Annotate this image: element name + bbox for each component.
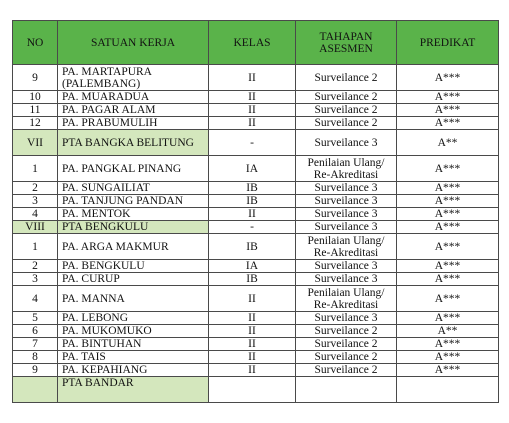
cell-tahapan: Surveilance 3 — [296, 182, 397, 195]
cell-no: 6 — [13, 325, 58, 338]
cell-kelas — [209, 377, 296, 403]
cell-no: 9 — [13, 65, 58, 91]
cell-satuan-kerja: PA. CURUP — [58, 273, 209, 286]
cell-no: 1 — [13, 156, 58, 182]
cell-tahapan — [296, 234, 397, 260]
cell-satuan-kerja: PA. PRABUMULIH — [58, 117, 209, 130]
cell-kelas: IB — [209, 195, 296, 208]
cell-kelas: IB — [209, 273, 296, 286]
table-row — [13, 156, 499, 182]
cell-tahapan: Surveilance 2 — [296, 364, 397, 377]
cell-predikat: A*** — [397, 312, 499, 325]
cell-no — [13, 377, 58, 403]
cell-no: 1 — [13, 234, 58, 260]
tahapan-line1: Penilaian Ulang/ — [307, 156, 385, 169]
cell-no: 10 — [13, 91, 58, 104]
cell-predikat: A*** — [397, 286, 499, 312]
cell-tahapan: Surveilance 2 — [296, 325, 397, 338]
cell-predikat: A*** — [397, 364, 499, 377]
cell-no: 11 — [13, 104, 58, 117]
tahapan-line2: Re-Akreditasi — [313, 298, 379, 311]
cell-kelas: II — [209, 91, 296, 104]
table-row — [13, 260, 499, 273]
cell-satuan-kerja: PA. TAIS — [58, 351, 209, 364]
cell-satuan-kerja: PA. ARGA MAKMUR — [58, 234, 209, 260]
cell-no: 9 — [13, 364, 58, 377]
table-row — [13, 364, 499, 377]
cell-tahapan: Surveilance 3 — [296, 208, 397, 221]
cell-tahapan: Surveilance 2 — [296, 65, 397, 91]
cell-satuan-kerja: PA. MARTAPURA (PALEMBANG) — [58, 65, 209, 91]
cell-tahapan: Surveilance 2 — [296, 91, 397, 104]
header-tahapan-line2: ASESMEN — [319, 42, 373, 55]
cell-tahapan: Surveilance 3 — [296, 260, 397, 273]
cell-satuan-kerja: PTA BENGKULU — [58, 221, 209, 234]
tahapan-line1: Penilaian Ulang/ — [307, 234, 385, 247]
cell-predikat: A*** — [397, 156, 499, 182]
header-tahapan-line1: TAHAPAN — [319, 30, 373, 43]
tahapan-line2: Re-Akreditasi — [313, 246, 379, 259]
cell-no: 3 — [13, 273, 58, 286]
cell-satuan-kerja: PA. TANJUNG PANDAN — [58, 195, 209, 208]
cell-predikat — [397, 377, 499, 403]
table-header-row — [13, 21, 499, 65]
cell-satuan-kerja: PA. SUNGAILIAT — [58, 182, 209, 195]
cell-predikat: A*** — [397, 338, 499, 351]
assessment-table — [12, 20, 499, 403]
cell-predikat: A*** — [397, 182, 499, 195]
cell-predikat: A*** — [397, 65, 499, 91]
cell-satuan-kerja: PA. MUARADUA — [58, 91, 209, 104]
table-row — [13, 91, 499, 104]
cell-kelas: II — [209, 117, 296, 130]
cell-tahapan: Surveilance 3 — [296, 312, 397, 325]
table-row — [13, 117, 499, 130]
cell-no: 2 — [13, 260, 58, 273]
cell-no: VII — [13, 130, 58, 156]
cell-no: 8 — [13, 351, 58, 364]
header-satuan-kerja: SATUAN KERJA — [58, 21, 209, 65]
cell-kelas: - — [209, 221, 296, 234]
header-no: NO — [13, 21, 58, 65]
cell-predikat: A*** — [397, 351, 499, 364]
cell-kelas: II — [209, 351, 296, 364]
cell-kelas: II — [209, 286, 296, 312]
cell-no: 12 — [13, 117, 58, 130]
cell-satuan-kerja: PA. BENGKULU — [58, 260, 209, 273]
cell-no: VIII — [13, 221, 58, 234]
cell-predikat: A*** — [397, 91, 499, 104]
cell-predikat: A*** — [397, 195, 499, 208]
tahapan-line2: Re-Akreditasi — [313, 168, 379, 181]
table-row — [13, 104, 499, 117]
cell-no: 7 — [13, 338, 58, 351]
cell-predikat: A** — [397, 130, 499, 156]
table-row — [13, 286, 499, 312]
cell-predikat: A*** — [397, 273, 499, 286]
cell-satuan-kerja: PA. KEPAHIANG — [58, 364, 209, 377]
table-row — [13, 234, 499, 260]
table-row — [13, 182, 499, 195]
table-row — [13, 195, 499, 208]
cell-tahapan — [296, 286, 397, 312]
table-row — [13, 65, 499, 91]
cell-no: 4 — [13, 208, 58, 221]
cell-no: 4 — [13, 286, 58, 312]
cell-satuan-kerja: PTA BANGKA BELITUNG — [58, 130, 209, 156]
cell-kelas: II — [209, 364, 296, 377]
cell-tahapan — [296, 377, 397, 403]
cell-kelas: IA — [209, 260, 296, 273]
cell-satuan-kerja: PA. MUKOMUKO — [58, 325, 209, 338]
cell-tahapan: Surveilance 2 — [296, 104, 397, 117]
table-row-group — [13, 130, 499, 156]
cell-tahapan: Surveilance 3 — [296, 130, 397, 156]
cell-predikat: A*** — [397, 117, 499, 130]
cell-predikat: A*** — [397, 234, 499, 260]
cell-satuan-kerja: PA. PAGAR ALAM — [58, 104, 209, 117]
table-row — [13, 325, 499, 338]
cell-kelas: II — [209, 65, 296, 91]
table-row — [13, 312, 499, 325]
cell-kelas: - — [209, 130, 296, 156]
cell-kelas: IB — [209, 182, 296, 195]
cell-predikat: A*** — [397, 208, 499, 221]
cell-satuan-kerja: PA. LEBONG — [58, 312, 209, 325]
cell-satuan-kerja: PA. PANGKAL PINANG — [58, 156, 209, 182]
table-row — [13, 338, 499, 351]
cell-satuan-kerja: PA. MENTOK — [58, 208, 209, 221]
cell-predikat: A*** — [397, 104, 499, 117]
tahapan-line1: Penilaian Ulang/ — [307, 286, 385, 299]
header-kelas: KELAS — [209, 21, 296, 65]
header-tahapan-asesmen — [296, 21, 397, 65]
cell-predikat: A** — [397, 325, 499, 338]
cell-predikat: A*** — [397, 221, 499, 234]
cell-kelas: II — [209, 312, 296, 325]
table-row — [13, 273, 499, 286]
table-row — [13, 351, 499, 364]
cell-kelas: II — [209, 325, 296, 338]
cell-tahapan: Surveilance 2 — [296, 351, 397, 364]
cell-satuan-kerja: PA. BINTUHAN — [58, 338, 209, 351]
table-row-group — [13, 377, 499, 403]
cell-no: 2 — [13, 182, 58, 195]
cell-no: 5 — [13, 312, 58, 325]
cell-tahapan: Surveilance 3 — [296, 221, 397, 234]
cell-kelas: II — [209, 104, 296, 117]
cell-tahapan: Surveilance 2 — [296, 117, 397, 130]
cell-tahapan: Surveilance 2 — [296, 338, 397, 351]
cell-kelas: IA — [209, 156, 296, 182]
table-row — [13, 208, 499, 221]
cell-tahapan — [296, 156, 397, 182]
cell-satuan-kerja: PTA BANDAR — [58, 377, 209, 403]
cell-satuan-kerja: PA. MANNA — [58, 286, 209, 312]
cell-predikat: A*** — [397, 260, 499, 273]
header-predikat: PREDIKAT — [397, 21, 499, 65]
cell-kelas: IB — [209, 234, 296, 260]
cell-tahapan: Surveilance 3 — [296, 273, 397, 286]
table-row-group — [13, 221, 499, 234]
assessment-table-container — [12, 20, 498, 403]
cell-no: 3 — [13, 195, 58, 208]
cell-kelas: II — [209, 208, 296, 221]
cell-kelas: II — [209, 338, 296, 351]
cell-tahapan: Surveilance 3 — [296, 195, 397, 208]
